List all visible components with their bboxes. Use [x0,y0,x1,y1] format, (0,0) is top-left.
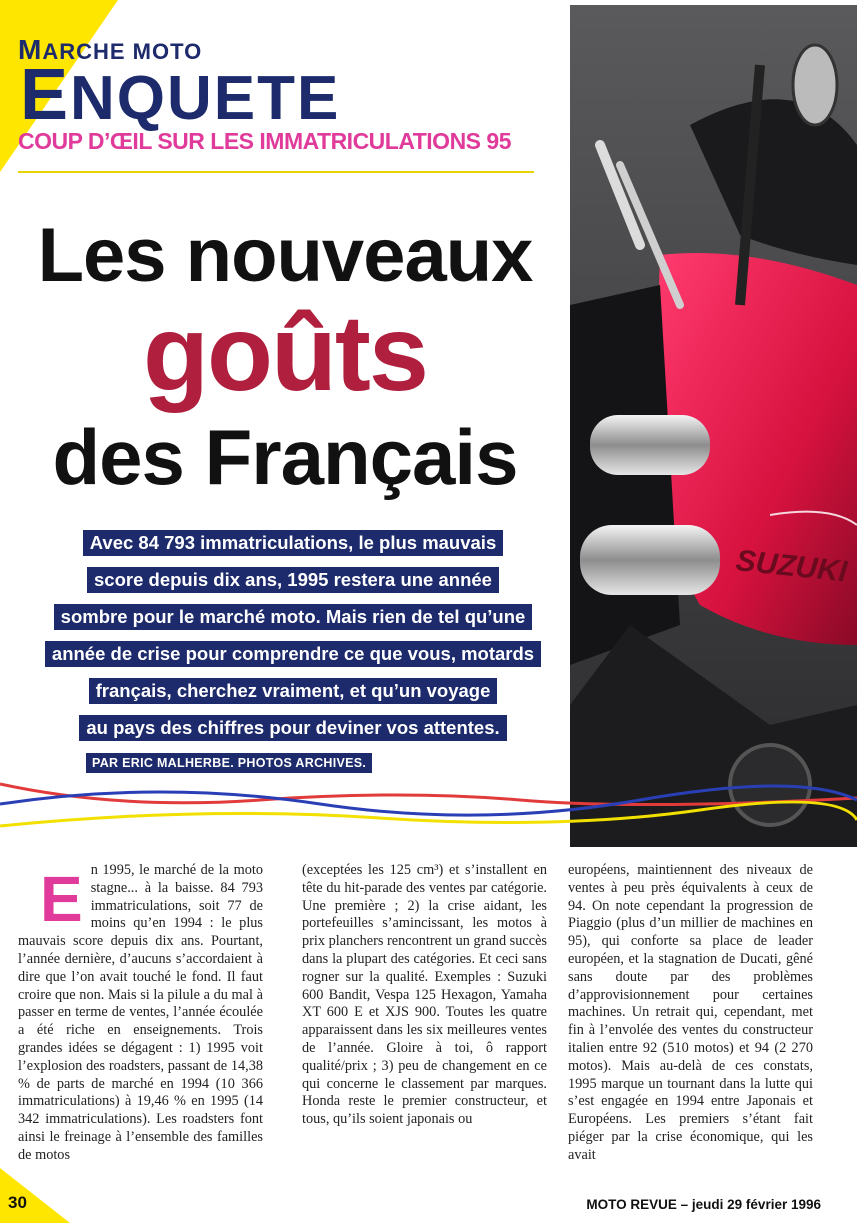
kicker-enquete [20,55,341,135]
kicker-rule [18,171,534,173]
article-text: (exceptées les 125 cm³) et s’installent en tête du hit-parade des ventes par catégorie. Une première ; 2) la crise aidant, les portefeuilles s’amincissant, les motos à prix planchers rencontrent un grand succès dans la plupart des catégories. Et ceci sans rogner sur la qualité. Exemples : Suzuki 600 Bandit, Vespa 125 Hexagon, Yamaha XT 600 E et XJS 900. Toutes les quatre apparaissent dans les six meilleures ventes de l’année. Gloire à toi, ô rapport qualité/prix ; 3) peu de changement en ce qui concerne le classement par marques. Honda reste le premier constructeur, et tous, qu’ils soient japonais ou [302,862,547,1128]
subkicker: COUP D’ŒIL SUR LES IMMATRICULATIONS 95 [18,128,511,154]
byline: PAR ERIC MALHERBE. PHOTOS ARCHIVES. [86,753,372,773]
intro-line: au pays des chiffres pour deviner vos attentes. [79,715,506,741]
article-text: n 1995, le marché de la moto stagne... à la baisse. 84 793 immatriculations, soit 77 de moins qu’en 1994 : le plus mauvais score depuis dix ans. Pourtant, l’année dernière, d’aucuns s’accordaient à dire que l’on avait touché le fond. Il faut croire que non. Mais si la pilule a du mal à passer en terme de ventes, l’année écoulée a été riche en enseignements. Trois grandes idées se dégagent : 1) 1995 voit l’explosion des roadsters, passant de 14,38 % de parts de marché en 1994 (10 366 immatriculations) à 19,46 % en 1995 (14 342 immatriculations). Les roadsters font ainsi le freinage à l’ensemble des familles de motos [18,862,263,1163]
intro-deck [16,530,570,752]
title-line-2: goûts [143,292,427,413]
intro-line: français, cherchez vraiment, et qu’un voyage [89,678,498,704]
intro-line: Avec 84 793 immatriculations, le plus mauvais [83,530,504,556]
intro-line: score depuis dix ans, 1995 restera une année [87,567,499,593]
intro-line: année de crise pour comprendre ce que vous, motards [45,641,541,667]
section-label-initial: M [18,34,43,65]
decorative-waves [0,770,857,840]
photo-brand-text: SUZUKI [734,544,849,589]
article-column-1 [18,862,263,1165]
publication-footer: MOTO REVUE – jeudi 29 février 1996 [586,1197,821,1212]
article-column-2 [302,862,547,1129]
page-number: 30 [8,1193,27,1212]
article-column-3 [568,862,813,1165]
intro-line: sombre pour le marché moto. Mais rien de tel qu’une [54,604,533,630]
section-label-rest: ARCHE MOTO [42,39,203,64]
title-line-1: Les nouveaux [37,213,533,298]
kicker-initial: E [20,55,71,135]
article-text: européens, maintiennent des niveaux de ventes à peu près équivalents à ceux de 94. On note cependant la progression de Piaggio (plus d’un millier de machines en 95), qui conforte sa place de leader européen, et la stagnation de Ducati, gêné sans doute par des problèmes d’approvisionnement pour certaines machines. Un retrait qui, cependant, met fin à l’envolée des ventes du constructeur italien entre 92 (510 motos) et 94 (2 270 motos). Mais au-delà de ces constats, 1995 marque un tournant dans la lutte qui s’est engagée en 1994 entre Japonais et Européens. Les premiers s’étant fait piéger par la crise économique, qui les avait [568,862,813,1163]
kicker-rest: NQUETE [70,64,341,133]
title-line-3: des Français [52,413,518,501]
motorcycle-photo [570,5,857,847]
dropcap: E [40,863,83,935]
